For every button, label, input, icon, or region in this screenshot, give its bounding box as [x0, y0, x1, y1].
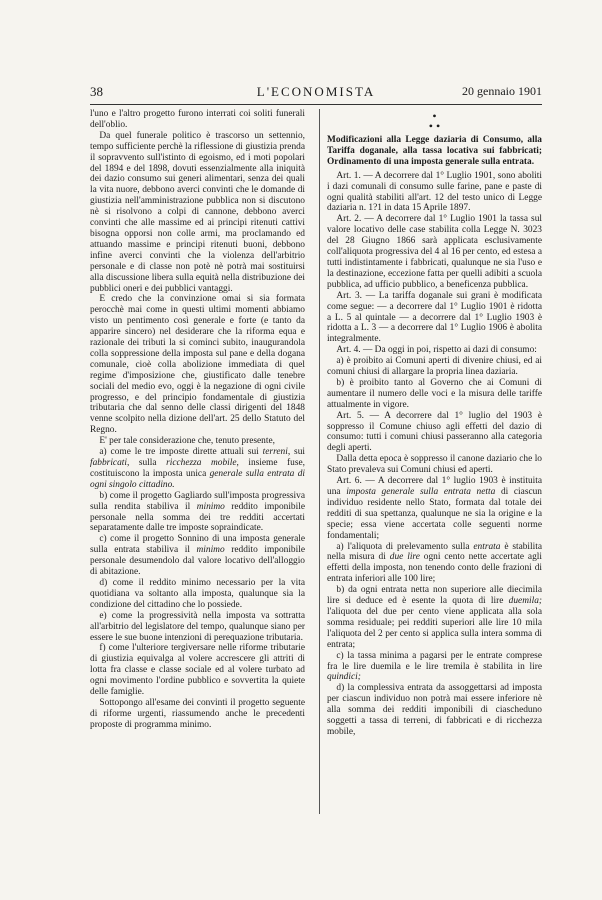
- article-3: Art. 3. — La tariffa doganale sui grani è modificata come segue: — a decorrere dal 1° Luglio 1901 è ridotta a L. 5 al quintale — a decorrere dal 1° Luglio 1903 è ridotta a L. 3 — a decorrere dal 1° Luglio 1906 è abolita integralmente.: [327, 290, 542, 345]
- article-4: Art. 4. — Da oggi in poi, rispetto ai dazi di consumo:: [336, 345, 537, 356]
- list-item-f: f) come l'ulteriore tergiversare nelle riforme tributarie di giustizia equivalga al volere accrescere gli attriti di lotta fra classe e classe sociale ed al volere turbato ad ogni movimento l'ordine pubblico e sovvertita la quiete delle famiglie.: [90, 643, 305, 698]
- paragraph: Sottopongo all'esame dei convinti il progetto seguente di riforme urgenti, riassumendo anche le precedenti proposte di programma minimo.: [90, 697, 305, 730]
- list-item-b: b) come il progetto Gagliardo sull'imposta progressiva sulla rendita stabiliva il minimo reddito imponibile personale nella somma dei tre redditi accertati separatamente dalle tre imposte sopraindicate.: [90, 490, 305, 534]
- paragraph: Da quel funerale politico è trascorso un settennio, tempo sufficiente perchè la riflessione di giustizia prenda il sopravvento sull'istinto di egoismo, ed i moti popolari del 1894 e del 1898, dovuti essenzialmente alla iniquità dei dazio consumo sui generi alimentari, senza dei quali la vita nuore, debbono averci convinti che le domande di giustizia nell'amministrazione pubblica non si discutono nè si risolvono a colpi di cannone, debbono averci convinti che alle massime ed ai principi ritenuti cattivi bisogna opporsi non colle armi, ma proclamando ed attuando massime e principi ritenuti buoni, debbono infine averci convinti che la violenza dell'arbitrio personale e di classe non potè nè potrà mai sostituirsi alla discussione libera sulla equità nella distribuzione dei pubblici oneri e dei pubblici vantaggi.: [90, 130, 305, 294]
- article-4-item-a: a) è proibito ai Comuni aperti di divenire chiusi, ed ai comuni chiusi di allargare la propria linea daziaria.: [327, 356, 542, 378]
- article-4-item-b: b) è proibito tanto al Governo che ai Comuni di aumentare il numero delle voci e la misura delle tariffe attualmente in vigore.: [327, 377, 542, 410]
- paragraph: l'uno e l'altro progetto furono interrati coi soliti funerali dell'oblio.: [90, 109, 305, 130]
- article-6-item-b: b) da ogni entrata netta non superiore alle diecimila lire si deduce ed è esente la quota di lire duemila; l'aliquota del due per cento viene applicata alla sola somma residuale; pei redditi superiori alle lire 10 mila l'aliquota del 2 per cento si applica sulla intera somma di entrata;: [327, 585, 542, 650]
- article-5-paragraph: Dalla detta epoca è soppresso il canone daziario che lo Stato prevaleva sui Comuni chiusi ed aperti.: [327, 454, 542, 476]
- right-column: [327, 109, 542, 738]
- issue-date: 20 gennaio 1901: [462, 84, 542, 98]
- list-item-e: e) come la progressività nella imposta va sottratta all'arbitrio del legislatore del tempo, qualunque siano per essere le sue buone intenzioni di perequazione tributaria.: [90, 610, 305, 643]
- paragraph: E' per tale considerazione che, tenuto presente,: [99, 436, 275, 447]
- left-column: [90, 109, 305, 731]
- article-1: Art. 1. — A decorrere dal 1° Luglio 1901, sono aboliti i dazi comunali di consumo sulle farine, pane e paste di ogni qualità stabiliti all'art. 12 del testo unico di Legge daziaria n. 1?1 in data 15 Aprile 1897.: [327, 170, 542, 214]
- article-6-item-a: a) l'aliquota di prelevamento sulla entrata è stabilita nella misura di due lire ogni cento nette accertate agli effetti della imposta, non tenendo conto delle frazioni di entrata inferiori alle 100 lire;: [327, 541, 543, 585]
- article-6: Art. 6. — A decorrere dal 1° luglio 1903 è instituita una imposta generale sulla entrata netta di ciascun individuo residente nello Stato, formata dal totale dei redditi di sua spettanza, qualunque ne sia la origine e la specie; essa viene accertata colle seguenti norme fondamentali;: [327, 476, 542, 541]
- article-2: Art. 2. — A decorrere dal 1° Luglio 1901 la tassa sul valore locativo delle case stabilita colla Legge N. 3023 del 28 Giugno 1866 sarà applicata esclusivamente coll'aliquota progressiva del 4 al 16 per cento, ed estesa a tutti indistintamente i fabbricati, qualunque ne sia l'uso e la destinazione, eccezione fatta per quelli adibiti a scuola pubblica, ad ufficio pubblico, a beneficenza pubblica.: [327, 214, 542, 290]
- column-divider: [319, 109, 320, 814]
- list-item-c: c) come il progetto Sonnino di una imposta generale sulla entrata stabiliva il minimo reddito imponibile personale desumendolo dal valore locativo dell'alloggio di abitazione.: [90, 534, 305, 578]
- article-5: Art. 5. — A decorrere dal 1° luglio del 1903 è soppresso il Comune chiuso agli effetti del dazio di consumo: tutti i comuni chiusi passeranno alla categoria degli aperti.: [327, 410, 542, 454]
- list-item-a: a) come le tre imposte dirette attuali sui terreni, sui fabbricati, sulla ricchezza mobile, insieme fuse, costituiscono la imposta unica generale sulla entrata di ogni singolo cittadino.: [90, 447, 305, 490]
- page-number: 38: [90, 84, 103, 99]
- journal-title: L'ECONOMISTA: [256, 84, 376, 99]
- header-rule: [90, 104, 542, 105]
- list-item-d: d) come il reddito minimo necessario per la vita quotidiana va soltanto alla imposta, qualunque sia la condizione del cittadino che lo possiede.: [90, 577, 305, 610]
- paragraph: E credo che la convinzione omai si sia formata perocchè mai come in questi ultimi momenti abbiamo visto un pentimento così generale e forte (e tanto da apparire sincero) nel desiderare che la riforma equa e razionale dei tributi la si cominci subito, inaugurandola colla soppressione della imposta sul pane e della dogana comunale, cioè colla abolizione immediata di quel regime d'imposizione che, giustificato dalle tenebre sociali del medio evo, oggi è la negazione di ogni civile progresso, e del principio fondamentale di giustizia tributaria che dal senno delle classi dirigenti del 1848 venne scolpito nella dizione dell'art. 25 dello Statuto del Regno.: [90, 294, 305, 436]
- article-6-item-d: d) la complessiva entrata da assoggettarsi ad imposta per ciascun individuo non potrà mai essere inferiore nè alla somma dei redditi imponibili di ciascheduno soggetti a tassa di terreni, di fabbricati e di ricchezza mobile,: [327, 683, 542, 737]
- article-6-item-c: c) la tassa minima a pagarsi per le entrate comprese fra le lire duemila e le lire tremila è stabilita in lire quindici;: [327, 650, 542, 683]
- section-heading: Modificazioni alla Legge daziaria di Consumo, alla Tariffa doganale, alla tassa locativa sui fabbricati; Ordinamento di una imposta generale sulla entrata.: [327, 135, 542, 167]
- page-header: [90, 84, 542, 102]
- asterism-ornament-icon: • • •: [428, 109, 441, 133]
